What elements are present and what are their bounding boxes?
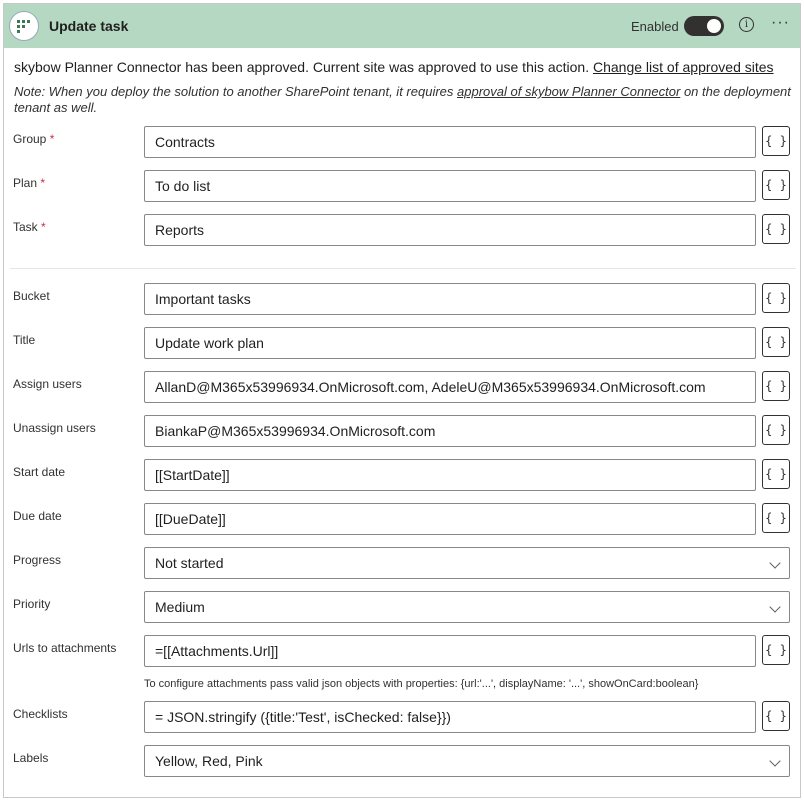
progress-dropdown[interactable] [144,547,790,579]
title-expression-button[interactable]: { } [762,327,790,357]
unassign-users-field[interactable]: BiankaP@M365x53996934.OnMicrosoft.com [144,415,756,447]
note-suffix: on the deployment tenant as well. [14,84,791,115]
urls-expression-button[interactable]: { } [762,635,790,665]
task-row [4,214,802,246]
checklists-expression-button[interactable]: { } [762,701,790,731]
checklists-field[interactable]: = JSON.stringify ({title:'Test', isChecked: false}}) [144,701,756,733]
unassign-users-label: Unassign users [13,421,96,435]
group-label: Group * [13,132,55,146]
action-card [3,3,801,798]
checklists-row [4,701,802,733]
urls-field[interactable]: =[[Attachments.Url]] [144,635,756,667]
plan-row [4,170,802,202]
unassign-users-expression-button[interactable]: { } [762,415,790,445]
deployment-note [14,84,794,116]
chevron-down-icon [769,557,780,568]
chevron-down-icon [769,755,780,766]
priority-label: Priority [13,597,51,611]
due-date-label: Due date [13,509,62,523]
chevron-down-icon [769,601,780,612]
required-marker: * [41,220,46,234]
required-marker: * [40,176,46,190]
assign-users-label: Assign users [13,377,82,391]
title-row [4,327,802,359]
group-field[interactable]: Contracts [144,126,756,158]
bucket-field[interactable]: Important tasks [144,283,756,315]
title-field[interactable]: Update work plan [144,327,756,359]
task-label: Task * [13,220,46,234]
labels-value: Yellow, Red, Pink [155,753,263,769]
note-prefix: Note: When you deploy the solution to another SharePoint tenant, it requires [14,84,454,99]
labels-label: Labels [13,751,49,765]
due-date-field[interactable]: [[DueDate]] [144,503,756,535]
priority-value: Medium [155,599,205,615]
progress-row [4,547,802,579]
toggle-knob [707,19,721,33]
task-expression-button[interactable]: { } [762,214,790,244]
labels-dropdown[interactable] [144,745,790,777]
task-field[interactable]: Reports [144,214,756,246]
assign-users-expression-button[interactable]: { } [762,371,790,401]
plan-expression-button[interactable]: { } [762,170,790,200]
info-icon[interactable]: i [739,17,754,32]
checklists-label: Checklists [13,707,68,721]
due-date-expression-button[interactable]: { } [762,503,790,533]
urls-label: Urls to attachments [13,641,117,655]
priority-row [4,591,802,623]
assign-users-field[interactable]: AllanD@M365x53996934.OnMicrosoft.com, AdeleU@M365x53996934.OnMicrosoft.com [144,371,756,403]
bucket-label: Bucket [13,289,50,303]
bucket-expression-button[interactable]: { } [762,283,790,313]
assign-users-row [4,371,802,403]
section-divider [10,268,796,269]
progress-value: Not started [155,555,224,571]
change-approved-sites-link[interactable]: Change list of approved sites [593,59,774,75]
start-date-row [4,459,802,491]
enabled-label: Enabled [631,19,679,34]
start-date-field[interactable]: [[StartDate]] [144,459,756,491]
approval-text: skybow Planner Connector has been approved. Current site was approved to use this action. [14,59,590,75]
required-marker: * [49,132,55,146]
action-header [4,4,800,48]
planner-icon [9,11,39,41]
title-label: Title [13,333,36,347]
action-title: Update task [49,18,129,34]
enabled-toggle[interactable] [684,16,724,36]
attachments-hint: To configure attachments pass valid json objects with properties: {url:'...', displayName: '...', showOnCard:boolean} [144,678,699,690]
priority-dropdown[interactable] [144,591,790,623]
more-options-icon[interactable]: ··· [771,14,790,31]
unassign-users-row [4,415,802,447]
group-expression-button[interactable]: { } [762,126,790,156]
progress-label: Progress [13,553,62,567]
approval-link[interactable]: approval of skybow Planner Connector [457,84,681,99]
urls-row [4,635,802,667]
due-date-row [4,503,802,535]
plan-label: Plan * [13,176,46,190]
approval-message [14,59,774,75]
plan-field[interactable]: To do list [144,170,756,202]
group-row [4,126,802,158]
bucket-row [4,283,802,315]
start-date-expression-button[interactable]: { } [762,459,790,489]
labels-row [4,745,802,777]
start-date-label: Start date [13,465,66,479]
